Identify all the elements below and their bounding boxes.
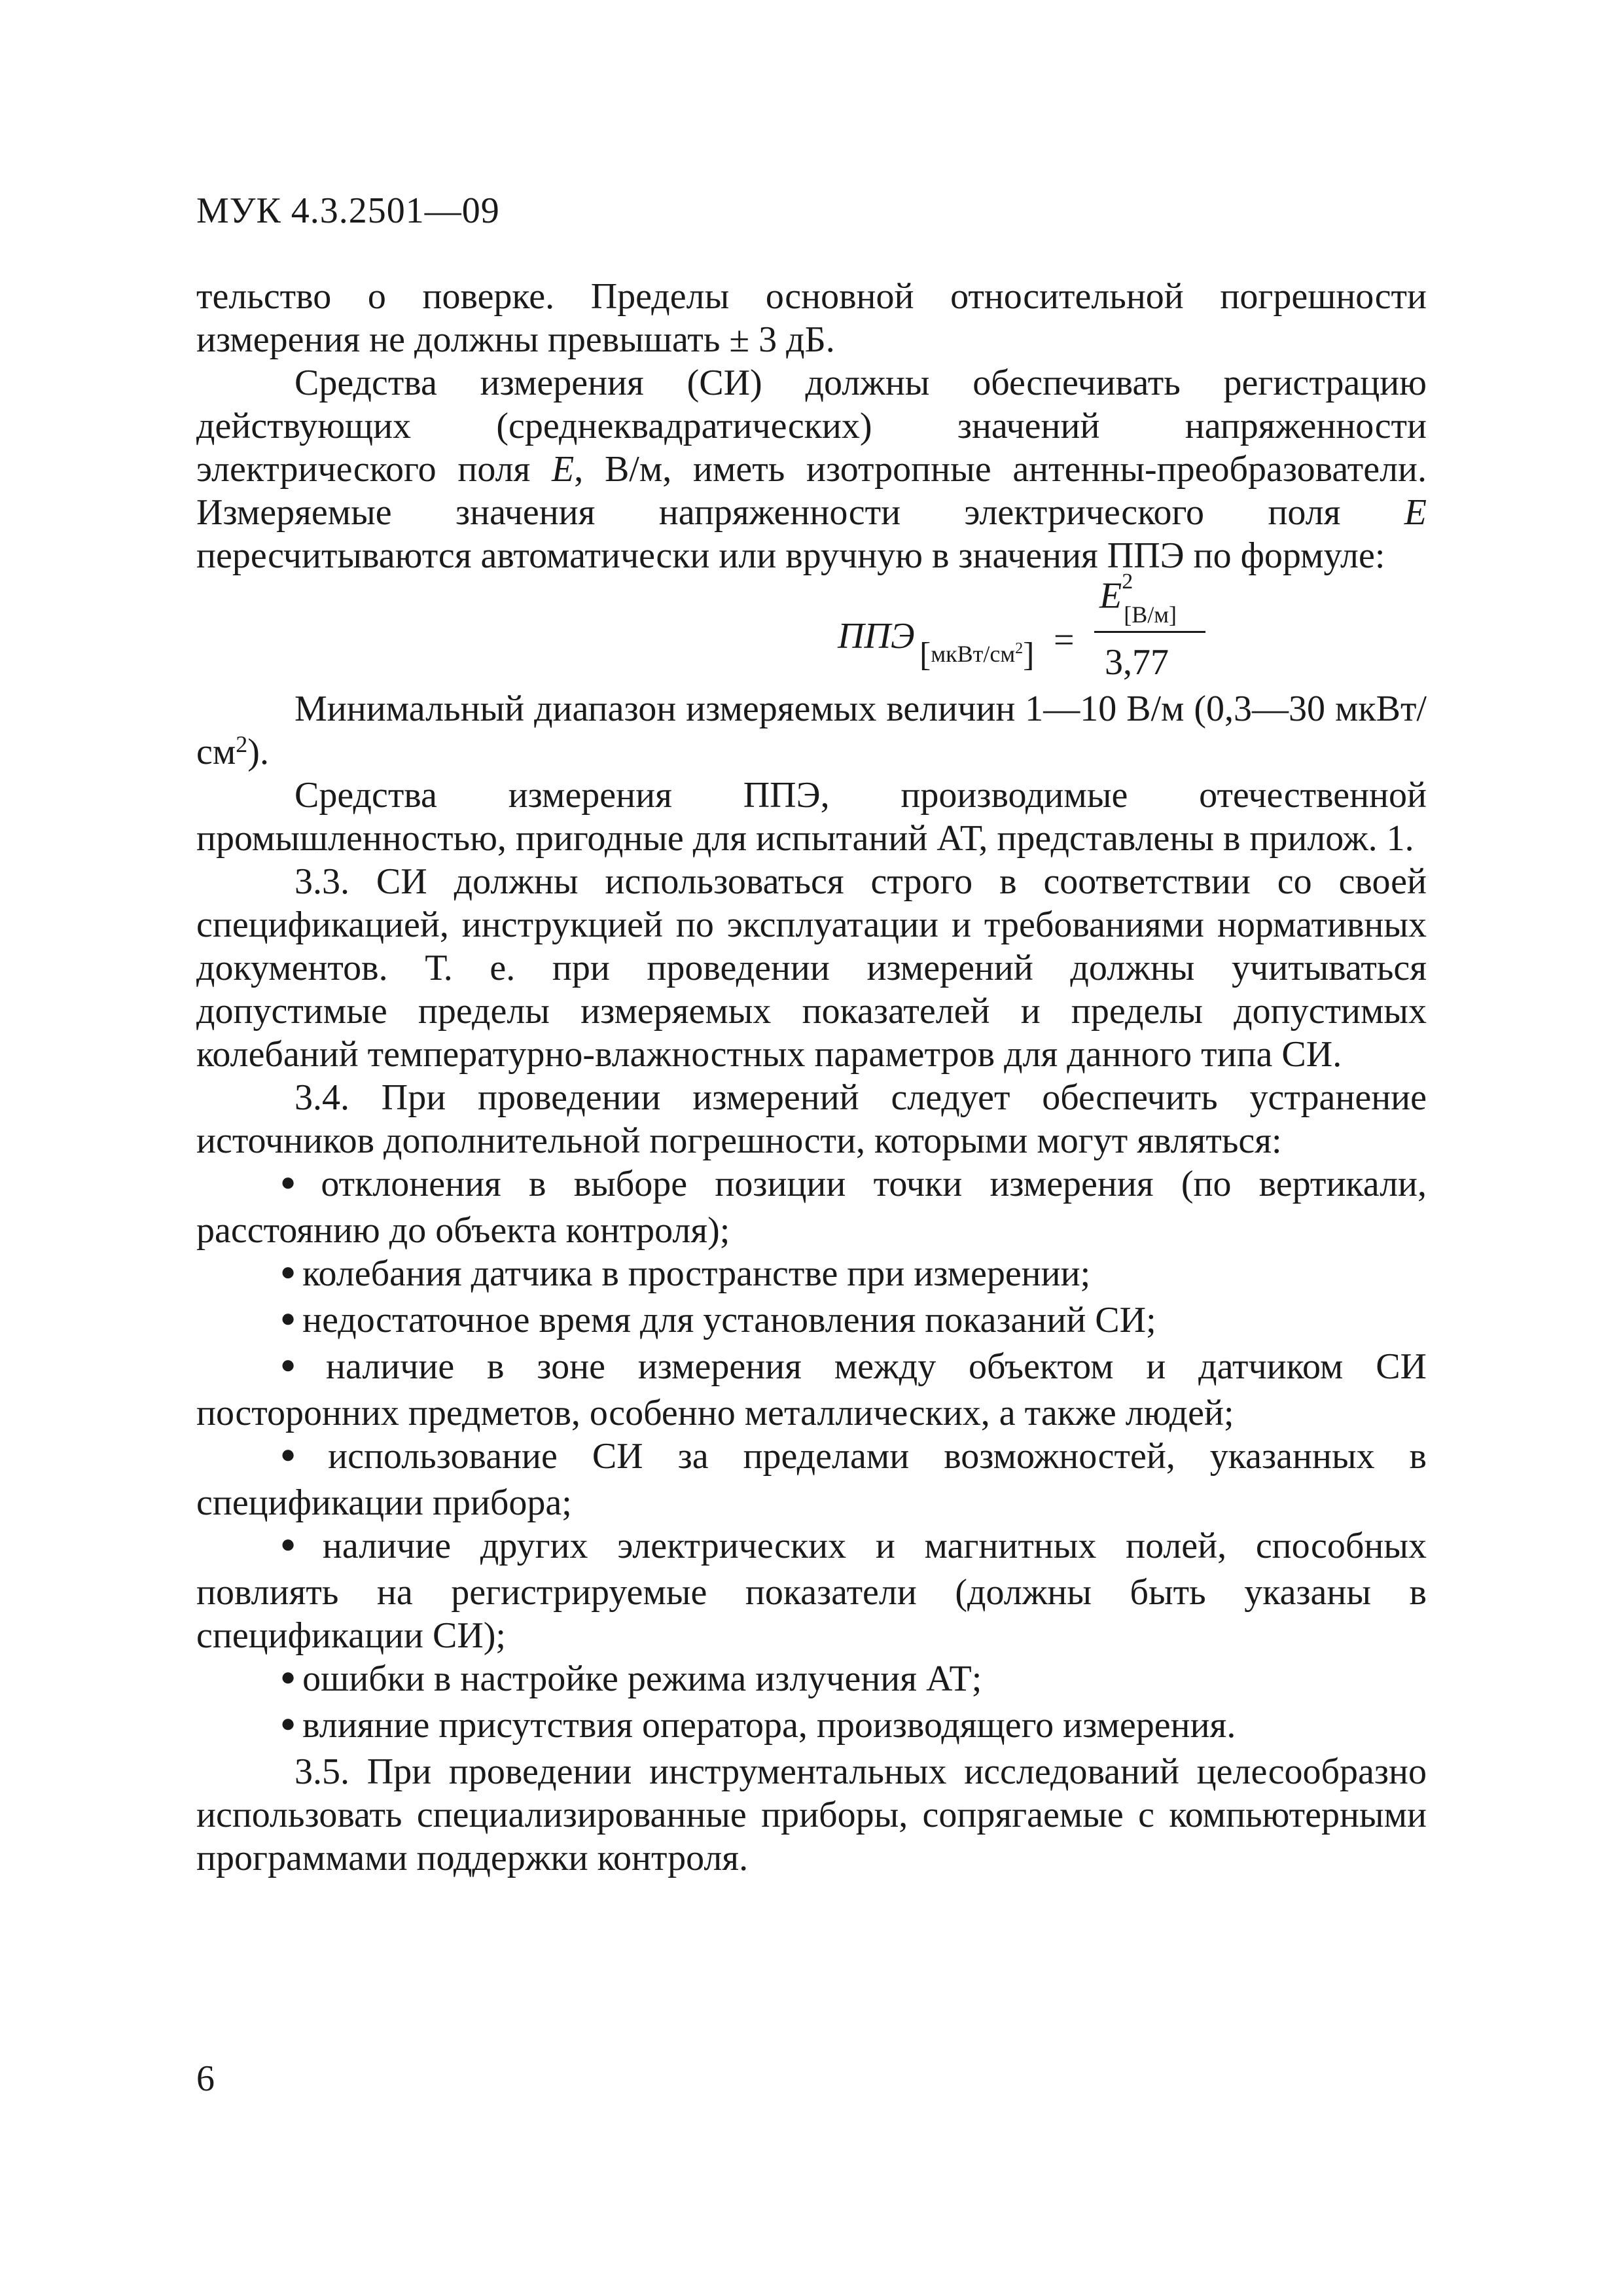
paragraph-text: Средства измерения (СИ) должны обеспечивать регистрацию действующих (среднеквадратических) значений напряженности электрического поля — [196, 363, 1427, 490]
list-item — [196, 1524, 1427, 1657]
formula-lhs: ППЭ — [838, 616, 915, 656]
paragraph-domestic-instruments: Средства измерения ППЭ, производимые отечественной промышленностью, пригодные для испытаний АТ, представлены в прилож. 1. — [196, 775, 1427, 859]
formula-lhs-unit: $[мкВт/см^2]$ — [919, 636, 1035, 673]
list-item — [196, 1345, 1427, 1435]
list-item — [196, 1704, 1427, 1750]
paragraph-text: , В/м, иметь изотропные антенны-преобразователи. Измеряемые значения напряженности электрического поля — [196, 449, 1427, 533]
unit-superscript: 2 — [236, 731, 248, 757]
document-code-header: МУК 4.3.2501—09 — [196, 190, 500, 231]
paragraph-3-4: 3.4. При проведении измерений следует обеспечить устранение источников дополнительной погрешности, которыми могут являться: — [196, 1077, 1427, 1161]
list-item-text: колебания датчика в пространстве при измерении; — [302, 1253, 1091, 1294]
formula-lhs-unit-sup: 2 — [1015, 640, 1024, 657]
list-item — [196, 1435, 1427, 1524]
page-number: 6 — [196, 2058, 215, 2099]
page-body — [196, 275, 1427, 1880]
bullet-icon: ● — [280, 1167, 315, 1196]
paragraph-continuation: тельство о поверке. Пределы основной относительной погрешности измерения не должны превышать ± 3 дБ. — [196, 276, 1427, 360]
bullet-icon: ● — [280, 1439, 322, 1469]
formula-numerator-sup: 2 — [1122, 569, 1133, 594]
variable-e: E — [552, 449, 575, 490]
list-item — [196, 1252, 1427, 1299]
formula-numerator-sub: [В/м] — [1124, 601, 1177, 628]
paragraph-3-5: 3.5. При проведении инструментальных исследований целесообразно использовать специализированные приборы, сопрягаемые с компьютерными программами поддержки контроля. — [196, 1751, 1427, 1878]
paragraph-measurement-means — [196, 361, 1427, 577]
formula-denominator: 3,77 — [1105, 642, 1169, 683]
bullet-icon: ● — [280, 1303, 296, 1333]
paragraph-text: ). — [247, 732, 269, 772]
list-item-text: наличие в зоне измерения между объектом и датчиком СИ посторонних предметов, особенно металлических, а также людей; — [196, 1346, 1427, 1433]
paragraph-text: пересчитываются автоматически или вручную в значения ППЭ по формуле: — [196, 535, 1385, 576]
list-item-text: ошибки в настройке режима излучения АТ; — [302, 1659, 982, 1699]
list-item-text: влияние присутствия оператора, производящего измерения. — [302, 1705, 1236, 1746]
formula-fraction-bar — [1094, 631, 1205, 633]
paragraph-minimum-range — [196, 687, 1427, 774]
formula-lhs-unit-text: мкВт/см — [931, 641, 1016, 667]
list-item-text: наличие других электрических и магнитных полей, способных повлиять на регистрируемые показатели (должны быть указаны в спецификации СИ); — [196, 1526, 1427, 1656]
variable-e: E — [1404, 492, 1427, 533]
formula-numerator — [1099, 569, 1186, 628]
bullet-icon: ● — [280, 1529, 316, 1558]
ppe-formula — [641, 569, 1427, 687]
bullet-icon: ● — [280, 1708, 296, 1738]
list-item — [196, 1299, 1427, 1345]
list-item — [196, 1162, 1427, 1252]
bullet-icon: ● — [280, 1350, 319, 1379]
bullet-icon: ● — [280, 1257, 296, 1286]
formula-equals: = — [1054, 620, 1075, 660]
list-item-text: недостаточное время для установления показаний СИ; — [302, 1300, 1156, 1340]
list-item-text: отклонения в выборе позиции точки измерения (по вертикали, расстоянию до объекта контроля); — [196, 1164, 1427, 1251]
list-item — [196, 1657, 1427, 1704]
list-item-text: использование СИ за пределами возможностей, указанных в спецификации прибора; — [196, 1436, 1427, 1523]
paragraph-text: Минимальный диапазон измеряемых величин 1—10 В/м (0,3—30 мкВт/см — [196, 689, 1427, 772]
bullet-icon: ● — [280, 1662, 296, 1691]
paragraph-3-3: 3.3. СИ должны использоваться строго в соответствии со своей спецификацией, инструкцией по эксплуатации и требованиями нормативных документов. Т. е. при проведении измерений должны учитываться допустимые пределы измеряемых показателей и пределы допустимых колебаний температурно-влажностных параметров для данного типа СИ. — [196, 861, 1427, 1075]
formula-numerator-var: E — [1099, 575, 1122, 617]
